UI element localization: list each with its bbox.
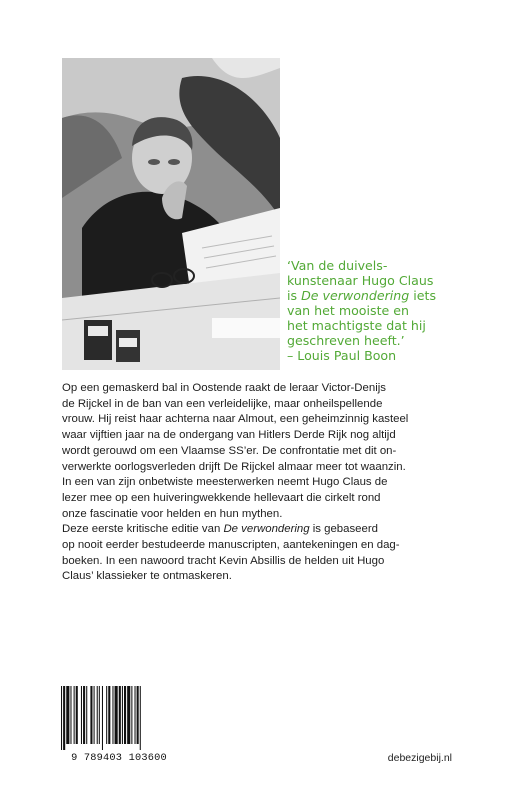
quote-line: ‘Van de duivels-: [287, 258, 388, 273]
barcode-bar: [99, 686, 100, 744]
barcode-bar: [124, 686, 126, 744]
quote-attribution: – Louis Paul Boon: [287, 348, 397, 363]
barcode-bar: [86, 686, 87, 744]
barcode-bar: [76, 686, 78, 744]
barcode-bar: [102, 686, 103, 750]
barcode-bar: [108, 686, 110, 744]
author-photo: [62, 58, 280, 370]
blurb-line: de Rijckel in de ban van een verleidelijke, maar onheilspellende: [62, 397, 383, 410]
boon-quote: [287, 258, 487, 363]
publisher-website[interactable]: debezigebij.nl: [387, 752, 452, 764]
quote-line: kunstenaar Hugo Claus: [287, 273, 434, 288]
barcode-bar: [94, 686, 95, 744]
book-blurb: [62, 381, 472, 585]
barcode-bar: [135, 686, 136, 744]
blurb-line: Claus’ klassieker te ontmaskeren.: [62, 570, 232, 583]
barcode-bar: [119, 686, 121, 744]
barcode-bar: [83, 686, 85, 744]
barcode-bar: [115, 686, 118, 744]
blurb-line: In een van zijn onbetwiste meesterwerken neemt Hugo Claus de: [62, 476, 388, 489]
barcode-bar: [137, 686, 139, 744]
barcode-bar: [127, 686, 130, 744]
barcode-bar: [122, 686, 123, 744]
blurb-line: op nooit eerder bestudeerde manuscripten, aantekeningen en dag-: [62, 539, 400, 552]
barcode-bar: [61, 686, 62, 750]
barcode-bar: [81, 686, 82, 744]
blurb-line: onze fascinatie voor helden en hun mythen.: [62, 507, 283, 520]
barcode-icon: [60, 686, 178, 750]
blurb-line: Deze eerste kritische editie van De verwondering is gebaseerd: [62, 523, 378, 536]
barcode-bar: [106, 686, 107, 744]
barcode-bar: [112, 686, 113, 744]
blurb-book-title: De verwondering: [223, 523, 310, 536]
barcode-bar: [140, 686, 141, 750]
barcode-bar: [97, 686, 98, 744]
quote-line: geschreven heeft.’: [287, 333, 405, 348]
quote-line: het machtigste dat hij: [287, 318, 426, 333]
blurb-line: waar vijftien jaar na de ondergang van Hitlers Derde Rijk nog altijd: [62, 429, 396, 442]
blurb-line: Op een gemaskerd bal in Oostende raakt de leraar Victor-Denijs: [62, 382, 386, 394]
blurb-line: boeken. In een nawoord tracht Kevin Absillis de helden uit Hugo: [62, 554, 385, 567]
blurb-line: lezer mee op een huiveringwekkende hellevaart die cirkelt rond: [62, 491, 381, 504]
blurb-line: verwerkte oorlogsverleden drijft De Rijckel almaar meer tot waanzin.: [62, 460, 406, 473]
isbn-number: 9 789403 103600: [71, 752, 167, 764]
quote-line: van het mooiste en: [287, 303, 409, 318]
quote-line: is De verwondering iets: [287, 288, 437, 303]
barcode-bar: [74, 686, 75, 744]
barcode-bar: [66, 686, 69, 744]
barcode-bar: [70, 686, 71, 744]
author-photo-icon: [62, 58, 280, 370]
barcode-bar: [90, 686, 92, 744]
barcode-bar: [63, 686, 65, 750]
barcode-bar: [131, 686, 132, 744]
blurb-line: wordt gerouwd om een Vlaamse SS’er. De confrontatie met dit on-: [62, 444, 397, 457]
blurb-line: vrouw. Hij reist haar achterna naar Almout, een geheimzinnig kasteel: [62, 413, 409, 426]
quote-book-title: De verwondering: [301, 288, 410, 303]
